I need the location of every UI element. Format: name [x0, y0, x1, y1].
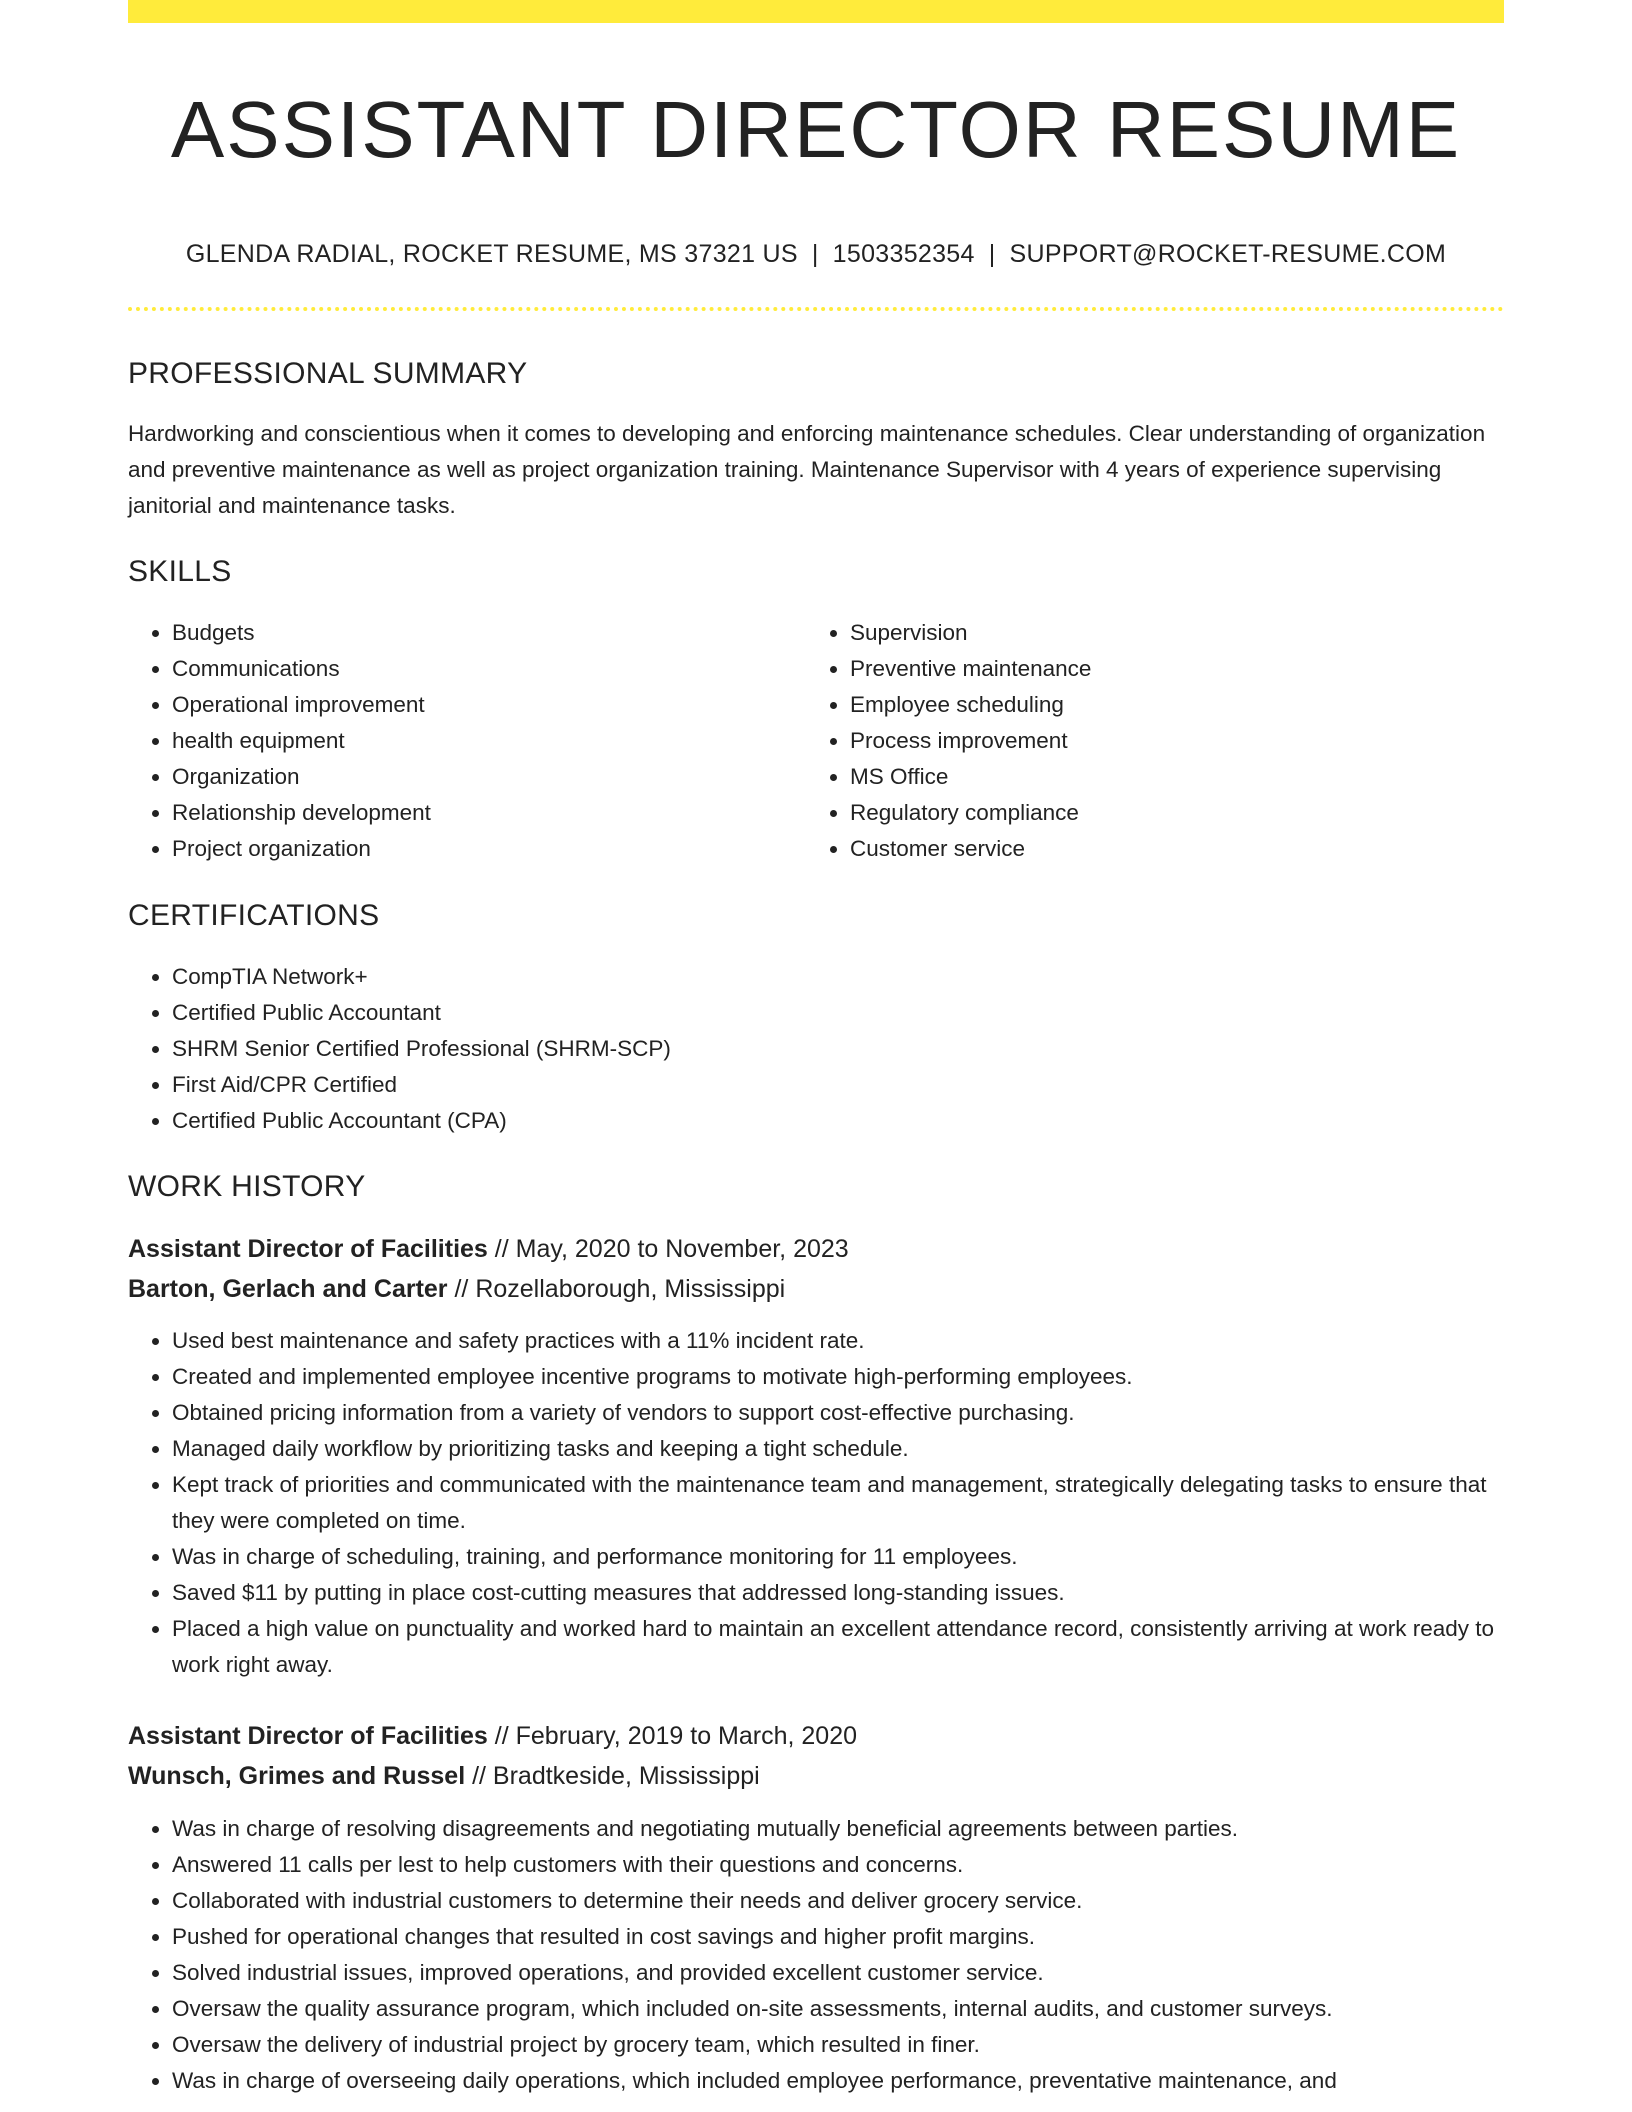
job-company: Barton, Gerlach and Carter [128, 1275, 448, 1303]
skill-item: • MS Office [850, 759, 1500, 795]
skill-item: • Organization [172, 759, 792, 795]
resume-title: ASSISTANT DIRECTOR RESUME [170, 85, 1462, 174]
certifications-heading: CERTIFICATIONS [128, 899, 380, 932]
skills-list-left [128, 615, 792, 867]
job-bullet: • Oversaw the delivery of industrial project by grocery team, which resulted in finer. [172, 2027, 1504, 2063]
dotted-divider [128, 307, 1504, 311]
skill-item: • Process improvement [850, 723, 1500, 759]
job-bullet: • Kept track of priorities and communicated with the maintenance team and management, strategically delegating tasks to ensure that they were completed on time. [172, 1467, 1504, 1539]
skill-item: • Project organization [172, 831, 792, 867]
accent-top-bar [128, 0, 1504, 23]
contact-phone: 1503352354 [832, 240, 975, 268]
certifications-list [128, 959, 1504, 1139]
job-bullet: • Created and implemented employee incentive programs to motivate high-performing employees. [172, 1359, 1504, 1395]
job-bullet: • Saved $11 by putting in place cost-cutting measures that addressed long-standing issues. [172, 1575, 1504, 1611]
contact-separator: | [811, 240, 819, 268]
job-location: // Rozellaborough, Mississippi [454, 1275, 786, 1303]
certification-item: • Certified Public Accountant [172, 995, 1504, 1031]
resume-page [128, 0, 1504, 2112]
skill-item: • health equipment [172, 723, 792, 759]
skill-item: • Relationship development [172, 795, 792, 831]
job-bullet: • Pushed for operational changes that resulted in cost savings and higher profit margins. [172, 1919, 1504, 1955]
job-bullet: • Was in charge of overseeing daily operations, which included employee performance, preventative maintenance, and [172, 2063, 1504, 2099]
skill-item: • Budgets [172, 615, 792, 651]
skill-item: • Operational improvement [172, 687, 792, 723]
job-dates: // February, 2019 to March, 2020 [494, 1722, 858, 1750]
contact-line [128, 236, 1504, 272]
certification-item: • CompTIA Network+ [172, 959, 1504, 995]
job-title: Assistant Director of Facilities [128, 1722, 488, 1750]
job-title-line [128, 1716, 857, 1756]
summary-heading: PROFESSIONAL SUMMARY [128, 357, 528, 390]
job-location: // Bradtkeside, Mississippi [472, 1762, 760, 1790]
skill-item: • Communications [172, 651, 792, 687]
job-company: Wunsch, Grimes and Russel [128, 1762, 466, 1790]
job-bullet: • Was in charge of resolving disagreements and negotiating mutually beneficial agreements between parties. [172, 1811, 1504, 1847]
job-bullet: • Managed daily workflow by prioritizing tasks and keeping a tight schedule. [172, 1431, 1504, 1467]
job-bullet: • Placed a high value on punctuality and worked hard to maintain an excellent attendance record, consistently arriving at work ready to work right away. [172, 1611, 1504, 1683]
skills-list-right [806, 615, 1500, 867]
job-bullet: • Obtained pricing information from a variety of vendors to support cost-effective purchasing. [172, 1395, 1504, 1431]
job-bullet: • Oversaw the quality assurance program, which included on-site assessments, internal audits, and customer surveys. [172, 1991, 1504, 2027]
certification-item: • SHRM Senior Certified Professional (SHRM-SCP) [172, 1031, 1504, 1067]
job-company-line [128, 1756, 760, 1796]
job-bullet: • Answered 11 calls per lest to help customers with their questions and concerns. [172, 1847, 1504, 1883]
skill-item: • Supervision [850, 615, 1500, 651]
skill-item: • Employee scheduling [850, 687, 1500, 723]
contact-address: GLENDA RADIAL, ROCKET RESUME, MS 37321 US [185, 240, 798, 268]
job-company-line [128, 1269, 785, 1309]
job-bullets [128, 1323, 1504, 1683]
job-bullet: • Collaborated with industrial customers to determine their needs and deliver grocery service. [172, 1883, 1504, 1919]
skill-item: • Preventive maintenance [850, 651, 1500, 687]
work-history-heading: WORK HISTORY [128, 1170, 366, 1203]
summary-text: Hardworking and conscientious when it comes to developing and enforcing maintenance schedules. Clear understanding of organization and preventive maintenance as well as project organization training. Maintenance Supervisor with 4 years of experience supervising janitorial and maintenance tasks. [128, 421, 1486, 518]
certification-item: • First Aid/CPR Certified [172, 1067, 1504, 1103]
job-dates: // May, 2020 to November, 2023 [494, 1235, 849, 1263]
skill-item: • Regulatory compliance [850, 795, 1500, 831]
job-bullet: • Used best maintenance and safety practices with a 11% incident rate. [172, 1323, 1504, 1359]
skills-heading: SKILLS [128, 555, 232, 588]
job-title: Assistant Director of Facilities [128, 1235, 488, 1263]
job-bullet: • Was in charge of scheduling, training, and performance monitoring for 11 employees. [172, 1539, 1504, 1575]
contact-email: SUPPORT@ROCKET-RESUME.COM [1009, 240, 1447, 268]
skill-item: • Customer service [850, 831, 1500, 867]
job-bullets [128, 1811, 1504, 2099]
job-title-line [128, 1229, 849, 1269]
certification-item: • Certified Public Accountant (CPA) [172, 1103, 1504, 1139]
contact-separator: | [988, 240, 996, 268]
job-bullet: • Solved industrial issues, improved operations, and provided excellent customer service. [172, 1955, 1504, 1991]
